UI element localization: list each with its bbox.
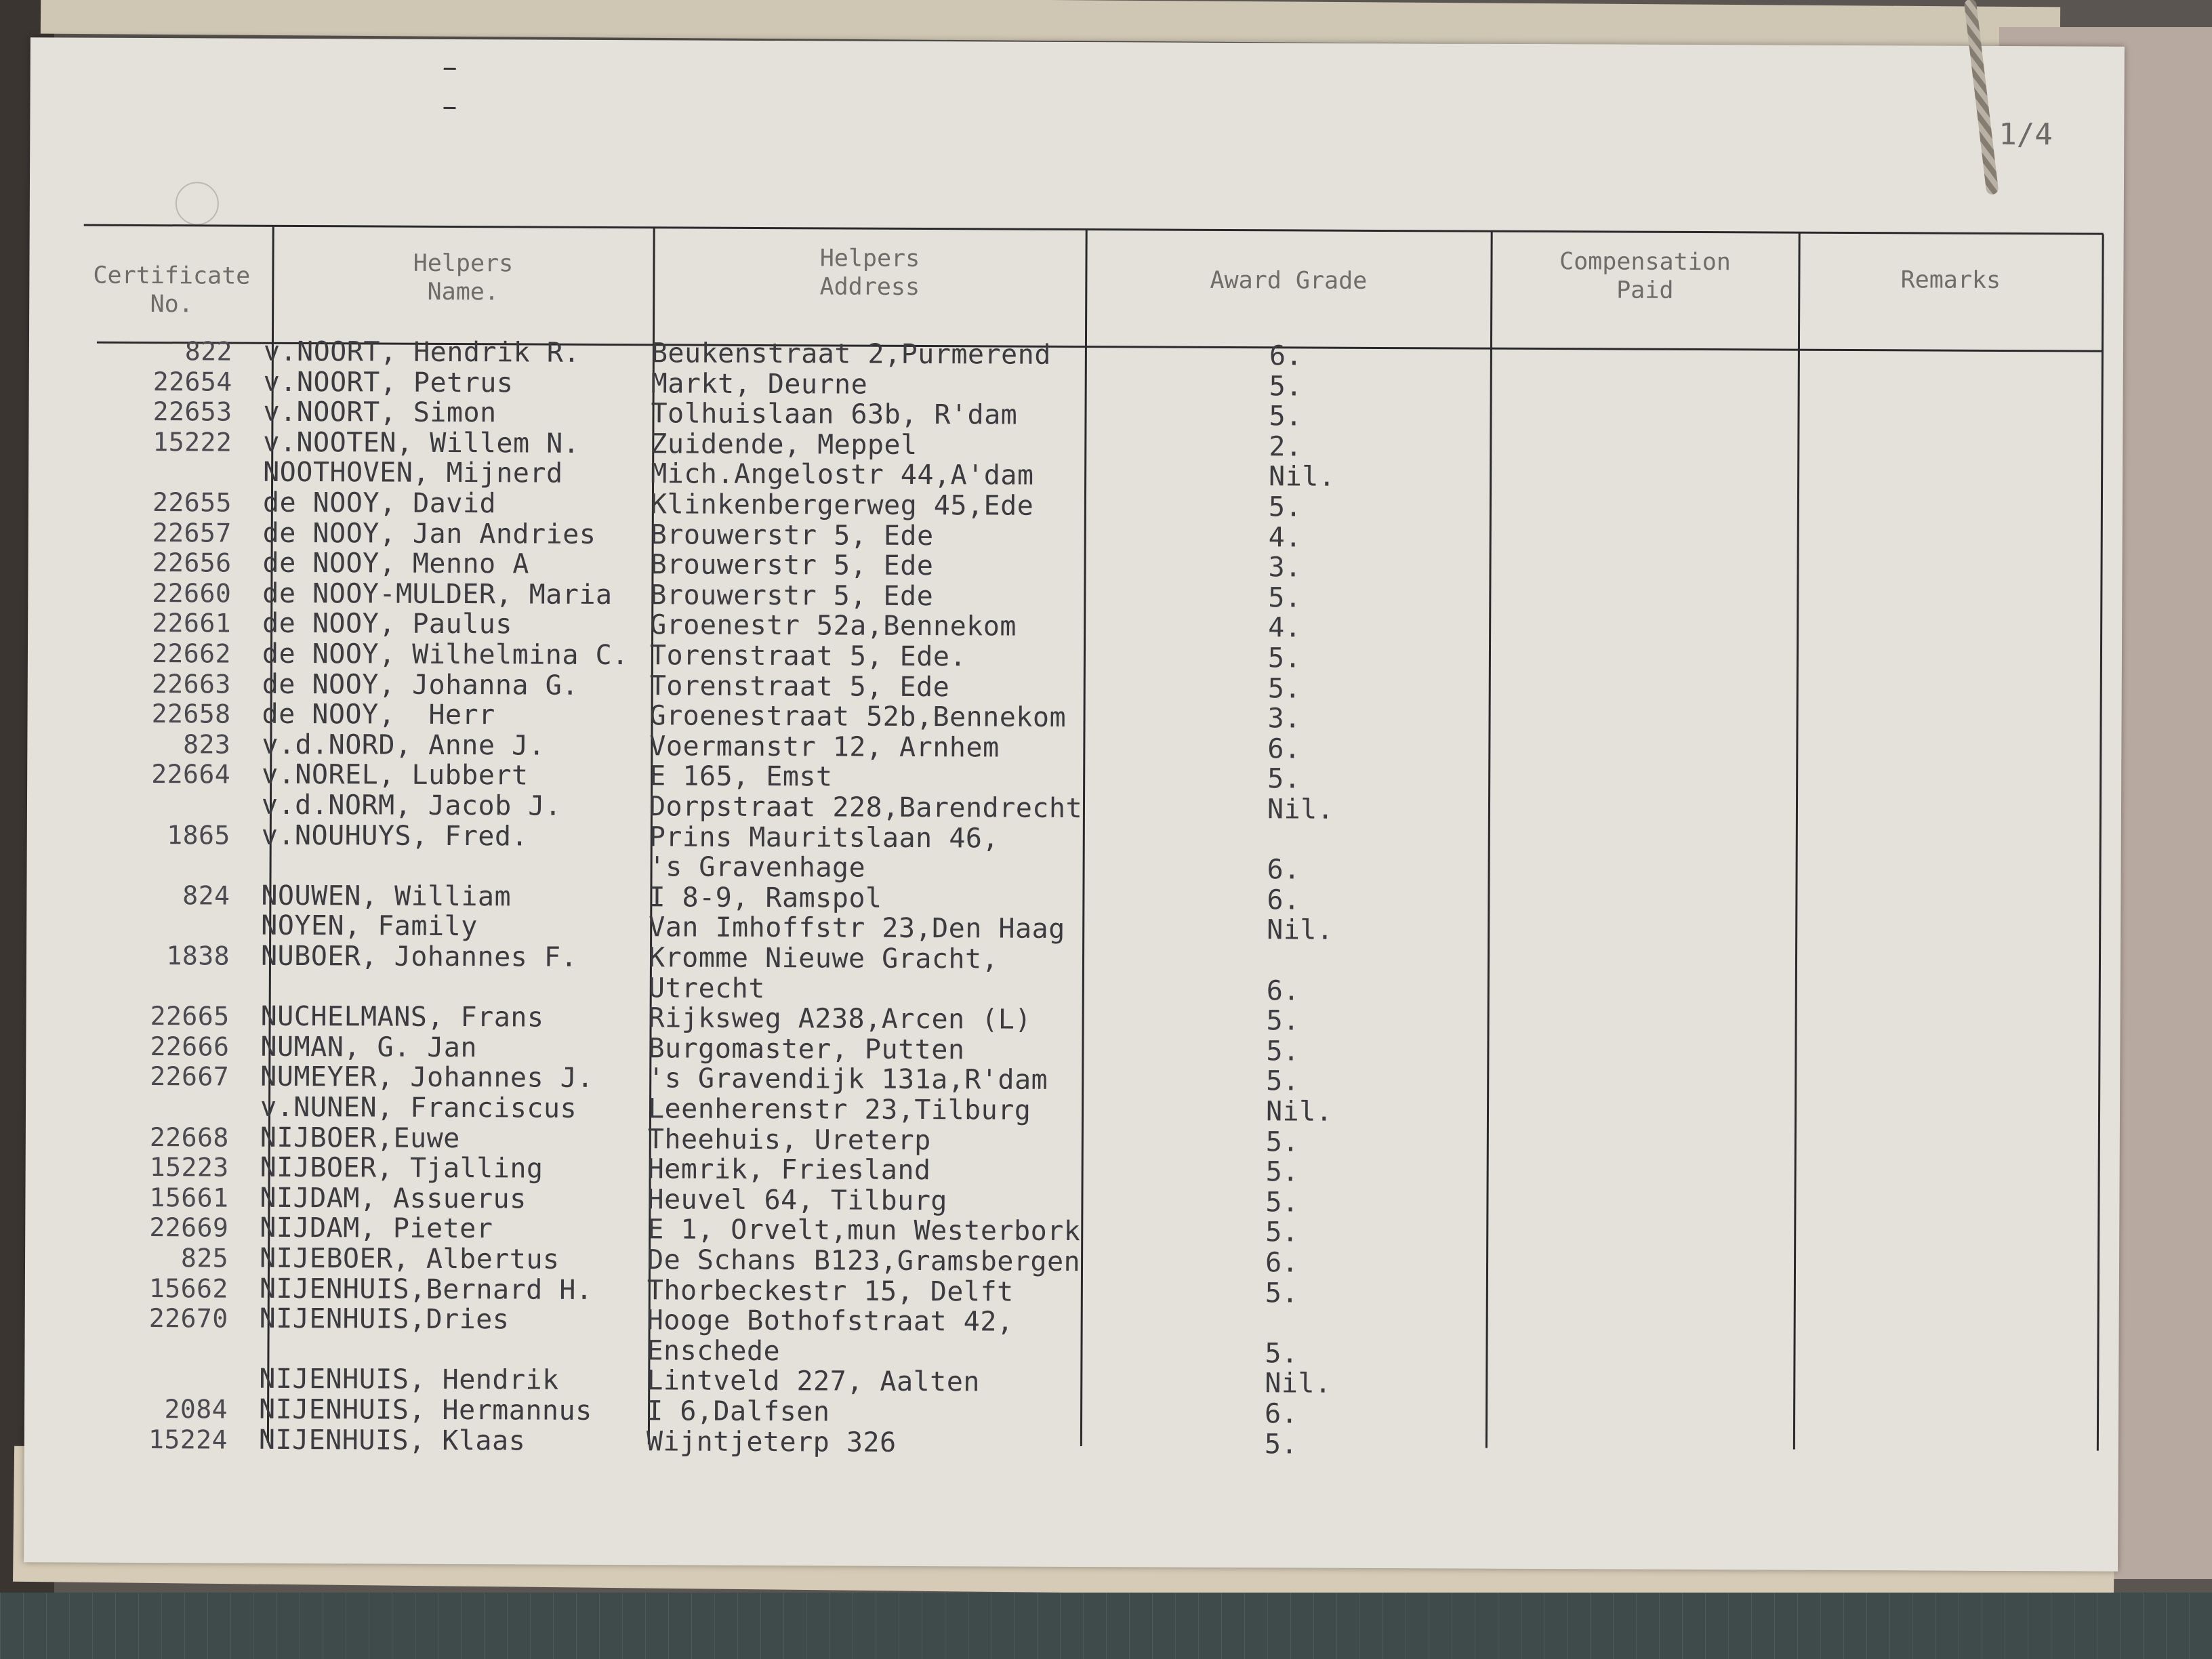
award-grade: 6. — [1264, 1398, 1298, 1430]
certificate-number: 22670 — [148, 1303, 228, 1334]
helper-name: NOYEN, Family — [261, 910, 478, 943]
certificate-number: 22663 — [151, 668, 231, 699]
helper-address: E 165, Emst — [649, 760, 833, 793]
certificate-number — [128, 910, 230, 911]
helper-name: v.NUNEN, Franciscus — [260, 1091, 577, 1124]
helper-address: Tolhuislaan 63b, R'dam — [651, 398, 1018, 431]
certificate-number: 22658 — [151, 699, 231, 729]
helper-address: Beukenstraat 2,Purmerend — [651, 337, 1051, 371]
certificate-number: 22668 — [149, 1122, 229, 1153]
helper-address: Thorbeckestr 15, Delft — [647, 1274, 1014, 1308]
award-grade: Nil. — [1265, 1096, 1333, 1128]
certificate-number: 22666 — [150, 1031, 230, 1062]
helper-address: Zuidende, Meppel — [651, 428, 918, 461]
helper-address: I 6,Dalfsen — [646, 1395, 830, 1428]
helper-name: NIJDAM, Assuerus — [260, 1182, 527, 1215]
award-grade: 6. — [1265, 1247, 1299, 1279]
certificate-number — [129, 850, 230, 851]
helper-name: NOOTHOVEN, Mijnerd — [263, 457, 563, 490]
helper-name: de NOOY, Menno A — [262, 547, 529, 580]
pencil-mark — [443, 107, 455, 109]
certificate-number: 1838 — [166, 941, 230, 971]
column-rule — [1793, 233, 1801, 1450]
helper-address: Prins Mauritslaan 46, — [649, 821, 1000, 855]
award-grade: 5. — [1269, 370, 1303, 403]
award-grade: 5. — [1269, 401, 1303, 432]
certificate-number: 22661 — [152, 608, 232, 638]
helper-name: v.NOREL, Lubbert — [262, 759, 529, 792]
helper-address: Torenstraat 5, Ede. — [649, 640, 967, 673]
helper-name: v.NOORT, Petrus — [263, 366, 514, 398]
award-grade: 5. — [1268, 491, 1303, 523]
helper-address: Wijntjeterp 326 — [646, 1425, 897, 1458]
award-grade: 3. — [1267, 703, 1301, 735]
header-award-grade: Award Grade — [1210, 266, 1368, 295]
certificate-number: 823 — [183, 729, 231, 760]
document-page — [24, 37, 2125, 1571]
helper-name: de NOOY, Herr — [262, 698, 495, 731]
award-grade: Nil. — [1267, 914, 1334, 947]
helper-address: De Schans B123,Gramsbergen — [647, 1244, 1081, 1278]
helper-address: 's Gravendijk 131a,R'dam — [648, 1063, 1048, 1097]
award-grade: 5. — [1267, 642, 1302, 674]
column-rule — [2097, 234, 2104, 1451]
certificate-number: 22667 — [150, 1061, 230, 1092]
helper-address: 's Gravenhage — [649, 851, 866, 884]
award-grade: Nil. — [1269, 461, 1336, 493]
helper-address: Kromme Nieuwe Gracht, — [648, 942, 999, 975]
helper-address: Hooge Bothofstraat 42, — [647, 1305, 1014, 1338]
helper-name: v.NOOTEN, Willem N. — [263, 426, 580, 459]
certificate-number: 22653 — [152, 396, 232, 427]
header-helpers-name: Helpers Name. — [413, 249, 514, 306]
helper-address: Burgomaster, Putten — [648, 1033, 965, 1066]
helper-address: Mich.Angelostr 44,A'dam — [651, 458, 1034, 492]
helper-address: Brouwerstr 5, Ede — [650, 549, 934, 582]
award-grade: 5. — [1265, 1338, 1298, 1370]
helper-name: NOUWEN, William — [261, 880, 512, 913]
helper-address: Brouwerstr 5, Ede — [650, 579, 934, 612]
helper-name: NUMAN, G. Jan — [260, 1031, 478, 1063]
award-grade: 5. — [1265, 1216, 1299, 1248]
helper-name: v.d.NORM, Jacob J. — [261, 789, 562, 822]
award-grade: 6. — [1267, 854, 1300, 886]
certificate-number: 15661 — [149, 1182, 229, 1213]
helper-name: v.NOORT, Hendrik R. — [263, 335, 581, 369]
award-grade: 5. — [1266, 1065, 1300, 1097]
award-grade: 5. — [1264, 1428, 1298, 1460]
award-grade: 4. — [1268, 521, 1302, 554]
certificate-number: 15662 — [148, 1273, 228, 1304]
helper-address: Markt, Deurne — [651, 367, 868, 401]
helper-name: NIJBOER, Tjalling — [260, 1151, 544, 1185]
award-grade: 2. — [1269, 431, 1303, 463]
helper-name: NIJENHUIS,Bernard H. — [259, 1273, 593, 1306]
helper-address: Theehuis, Ureterp — [647, 1123, 931, 1156]
helper-name: de NOOY, Johanna G. — [262, 668, 579, 701]
award-grade: 5. — [1266, 1036, 1300, 1067]
helper-address: Groenestr 52a,Bennekom — [650, 609, 1017, 643]
helper-address: Heuvel 64, Tilburg — [647, 1184, 948, 1216]
certificate-number: 22660 — [152, 577, 232, 609]
certificate-number: 22656 — [152, 548, 232, 578]
certificate-number: 822 — [184, 336, 233, 367]
helper-name: NIJDAM, Pieter — [260, 1212, 493, 1245]
certificate-number: 22654 — [152, 366, 232, 397]
helper-name: NIJENHUIS, Hermannus — [258, 1393, 592, 1427]
header-certificate-no: Certificate No. — [93, 262, 251, 319]
certificate-number: 22662 — [151, 638, 232, 669]
helper-address: Brouwerstr 5, Ede — [650, 518, 934, 552]
helper-name: v.NOORT, Simon — [263, 396, 497, 429]
helper-address: Utrecht — [648, 972, 765, 1004]
helper-address: Voermanstr 12, Arnhem — [649, 731, 1000, 764]
award-grade: 5. — [1266, 1005, 1300, 1037]
certificate-number: 22655 — [152, 487, 232, 518]
helper-address: Lintveld 227, Aalten — [647, 1365, 981, 1398]
helper-name: NUBOER, Johannes F. — [260, 940, 578, 973]
award-grade: 5. — [1265, 1156, 1299, 1188]
helper-address: Enschede — [647, 1335, 781, 1367]
column-rule — [1486, 232, 1493, 1448]
helper-name: de NOOY, Wilhelmina C. — [262, 638, 629, 672]
certificate-number: 15223 — [149, 1152, 229, 1183]
award-grade: 6. — [1267, 733, 1301, 765]
helper-name: NUMEYER, Johannes J. — [260, 1061, 594, 1094]
helper-address: Groenestraat 52b,Bennekom — [649, 700, 1067, 734]
certificate-number: 22669 — [149, 1212, 229, 1243]
award-grade: 6. — [1269, 340, 1303, 372]
helper-address: Leenherenstr 23,Tilburg — [647, 1093, 1031, 1126]
helper-name: NIJENHUIS,Dries — [259, 1303, 510, 1336]
helper-name: NIJEBOER, Albertus — [259, 1242, 560, 1275]
helper-name: de NOOY, Jan Andries — [262, 517, 596, 550]
certificate-number: 22665 — [150, 1001, 230, 1031]
award-grade: 6. — [1267, 884, 1300, 916]
certificate-number: 15222 — [152, 426, 232, 457]
certificate-number: 824 — [182, 880, 230, 911]
award-grade: 6. — [1266, 975, 1300, 1007]
award-grade: 4. — [1268, 612, 1302, 644]
certificate-number — [128, 971, 230, 972]
helper-address: Torenstraat 5, Ede — [649, 670, 950, 703]
page-number: 1/4 — [1999, 117, 2053, 152]
helper-address: I 8-9, Ramspol — [649, 882, 882, 914]
cutting-mat — [0, 1593, 2212, 1659]
certificate-number: 825 — [180, 1243, 229, 1273]
helper-name: NIJBOER,Euwe — [260, 1122, 460, 1154]
helper-address: Van Imhoffstr 23,Den Haag — [649, 912, 1065, 945]
certificate-number: 1865 — [167, 819, 230, 851]
header-compensation-paid: Compensation Paid — [1559, 248, 1732, 304]
column-rule — [1080, 230, 1088, 1446]
certificate-number: 22664 — [151, 759, 231, 790]
award-grade: 5. — [1265, 1126, 1300, 1158]
award-grade: 5. — [1267, 763, 1301, 795]
certificate-number: 2084 — [164, 1394, 228, 1425]
helper-name: v.d.NORD, Anne J. — [262, 729, 546, 762]
helper-address: E 1, Orvelt,mun Westerbork — [647, 1214, 1081, 1248]
header-remarks: Remarks — [1900, 266, 2001, 294]
award-grade: 5. — [1268, 582, 1302, 614]
header-top-rule — [84, 224, 2104, 235]
helper-name: v.NOUHUYS, Fred. — [261, 819, 529, 853]
helper-name: de NOOY-MULDER, Maria — [262, 577, 613, 611]
helper-name: de NOOY, David — [262, 487, 497, 520]
helper-name: NUCHELMANS, Frans — [260, 1000, 544, 1033]
helper-name: NIJENHUIS, Klaas — [258, 1424, 526, 1457]
award-grade: 5. — [1265, 1277, 1299, 1309]
certificate-number: 22657 — [152, 517, 232, 548]
helper-address: Hemrik, Friesland — [647, 1153, 931, 1187]
header-helpers-address: Helpers Address — [819, 245, 920, 301]
helper-address: Dorpstraat 228,Barendrecht — [649, 791, 1083, 825]
helper-name: NIJENHUIS, Hendrik — [259, 1364, 559, 1397]
pencil-mark — [444, 68, 456, 70]
helper-address: Klinkenbergerweg 45,Ede — [650, 489, 1034, 522]
punch-hole — [176, 182, 219, 225]
award-grade: 3. — [1268, 552, 1302, 583]
helper-address: Rijksweg A238,Arcen (L) — [648, 1002, 1032, 1036]
award-grade: 5. — [1265, 1187, 1299, 1218]
helper-name: de NOOY, Paulus — [262, 608, 512, 640]
award-grade: Nil. — [1267, 794, 1334, 825]
award-grade: Nil. — [1265, 1368, 1332, 1400]
award-grade: 5. — [1267, 672, 1302, 705]
certificate-number: 15224 — [148, 1424, 228, 1455]
